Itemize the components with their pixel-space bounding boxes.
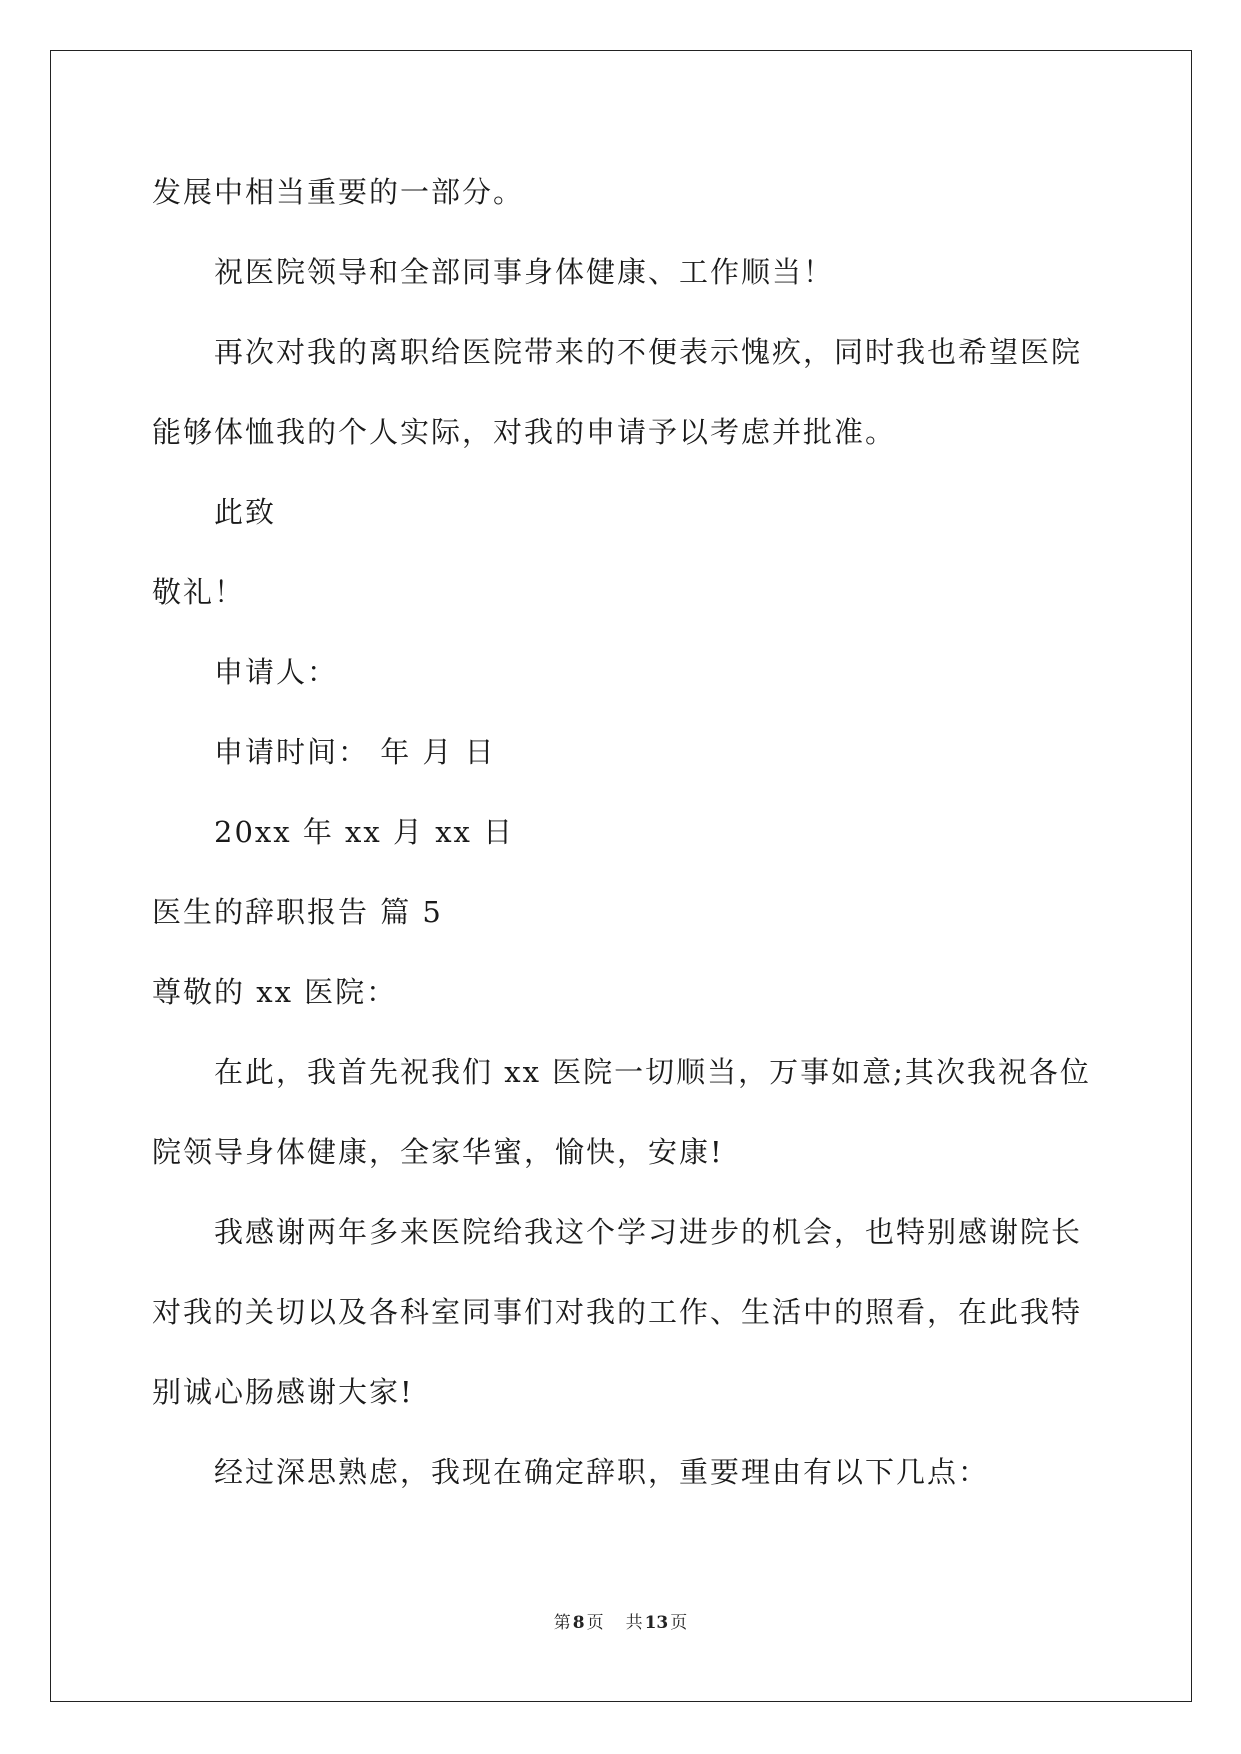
- text-line-14: 我感谢两年多来医院给我这个学习进步的机会，也特别感谢院长: [214, 1215, 1083, 1249]
- text-line-3: 再次对我的离职给医院带来的不便表示愧疚，同时我也希望医院: [214, 335, 1083, 369]
- salutation: 尊敬的 xx 医院：: [152, 975, 398, 1009]
- total-unit: 页: [670, 1613, 688, 1633]
- page-label: 第: [553, 1613, 571, 1633]
- page-footer: [0, 1608, 1241, 1633]
- text-line-4: 能够体恤我的个人实际，对我的申请予以考虑并批准。: [152, 415, 897, 449]
- text-line-1: 发展中相当重要的一部分。: [152, 175, 525, 209]
- text-line-13: 院领导身体健康，全家华蜜，愉快，安康!: [152, 1135, 724, 1169]
- text-line-closing: 此致: [214, 495, 277, 529]
- text-line-12: 在此，我首先祝我们 xx 医院一切顺当，万事如意;其次我祝各位: [214, 1055, 1091, 1089]
- date-line: 20xx 年 xx 月 xx 日: [214, 815, 515, 849]
- applicant-label: 申请人：: [214, 655, 339, 689]
- total-number: 13: [644, 1613, 669, 1633]
- section-title: 医生的辞职报告 篇 5: [152, 895, 443, 929]
- page-unit: 页: [586, 1613, 604, 1633]
- text-line-17: 经过深思熟虑，我现在确定辞职，重要理由有以下几点：: [214, 1455, 990, 1489]
- total-label: 共: [625, 1613, 643, 1633]
- text-line-16: 别诚心肠感谢大家!: [152, 1375, 414, 1409]
- text-line-2: 祝医院领导和全部同事身体健康、工作顺当！: [214, 255, 835, 289]
- text-line-15: 对我的关切以及各科室同事们对我的工作、生活中的照看，在此我特: [152, 1295, 1083, 1329]
- application-date-label: 申请时间： 年 月 日: [214, 735, 496, 769]
- page-number: 8: [572, 1613, 585, 1633]
- text-line-salute: 敬礼！: [152, 575, 246, 609]
